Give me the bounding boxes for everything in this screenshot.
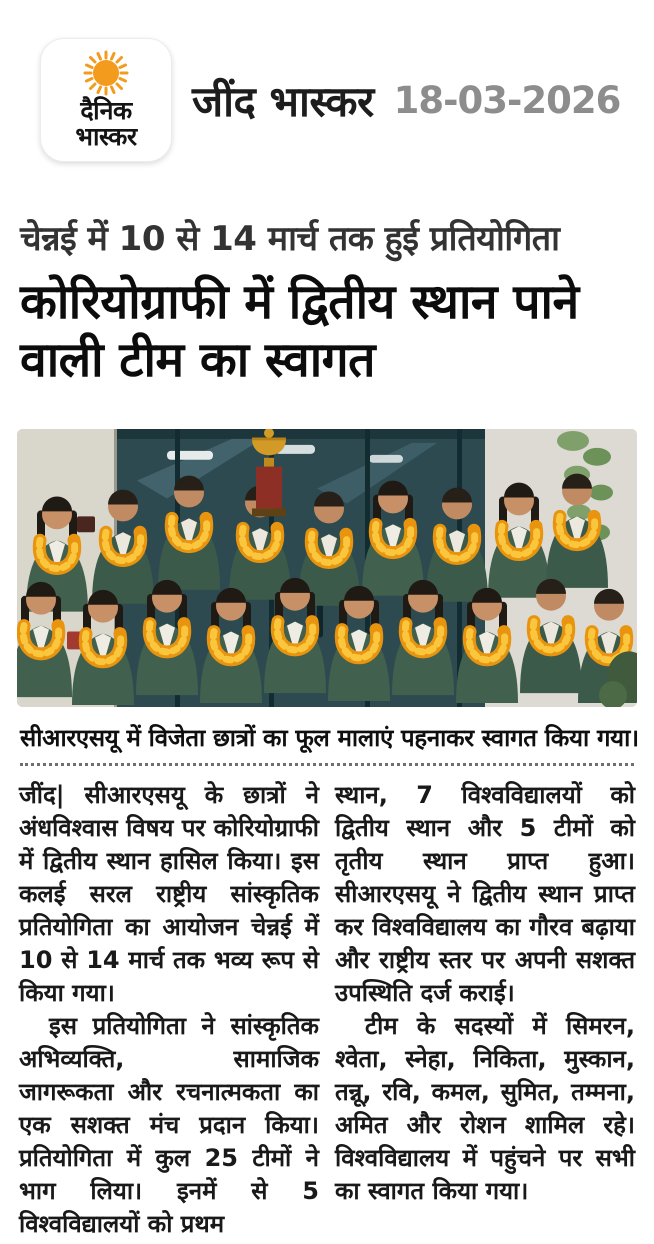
sun-icon	[83, 50, 129, 96]
body-column-left	[19, 779, 319, 1241]
photo-caption: सीआरएसयू में विजेता छात्रों का फूल मालाएं पहनाकर स्वागत किया गया।	[20, 724, 639, 753]
logo-wordmark-line1: दैनिक	[80, 96, 132, 126]
article-body	[0, 766, 654, 1241]
paragraph-3: स्थान, 7 विश्वविद्यालयों को द्वितीय स्थान और 5 टीमों को तृतीय स्थान प्राप्त हुआ। सीआरएसयू ने द्वितीय स्थान प्राप्त कर विश्वविद्यालय का गौरव बढ़ाया और राष्ट्रीय स्तर पर अपनी सशक्त उपस्थिति दर्ज कराई।	[335, 781, 635, 1008]
kicker-strapline: चेन्नई में 10 से 14 मार्च तक हुई प्रतियोगिता	[20, 219, 560, 259]
paragraph-2: इस प्रतियोगिता ने सांस्कृतिक अभिव्यक्ति, सामाजिक जागरूकता और रचनात्मकता का एक सशक्त मंच प्रदान किया। प्रतियोगिता में कुल 25 टीमों ने भाग लिया। इनमें से 5 विश्वविद्यालयों को प्रथम	[19, 1012, 319, 1239]
trophy-icon	[252, 429, 286, 516]
paragraph-lead-text: सीआरएसयू के छात्रों ने अंधविश्वास विषय पर कोरियोग्राफी में द्वितीय स्थान हासिल किया। इस कलई सरल राष्ट्रीय सांस्कृतिक प्रतियोगिता का आयोजन चेन्नई में 10 से 14 मार्च तक भव्य रूप से किया गया।	[19, 781, 319, 1008]
masthead-title: जींद भास्कर	[192, 76, 374, 126]
article-headline: कोरियोग्राफी में द्वितीय स्थान पाने वाली टीम का स्वागत	[20, 274, 579, 388]
app-header	[0, 0, 654, 162]
logo-wordmark-line2: भास्कर	[75, 122, 137, 151]
paragraph-4: टीम के सदस्यों में सिमरन, श्वेता, स्नेहा, निकिता, मुस्कान, तन्नू, रवि, कमल, सुमित, तम्मना, अमित और रोशन शामिल रहे। विश्वविद्यालय में पहुंचने पर सभी का स्वागत किया गया।	[335, 1012, 635, 1206]
body-column-right	[335, 779, 635, 1241]
team-photo	[17, 429, 637, 707]
dateline: जींद|	[19, 781, 65, 810]
paragraph-lead	[19, 779, 319, 1010]
edition-date: 18-03-2026	[393, 78, 621, 122]
dainik-bhaskar-logo	[40, 38, 172, 162]
